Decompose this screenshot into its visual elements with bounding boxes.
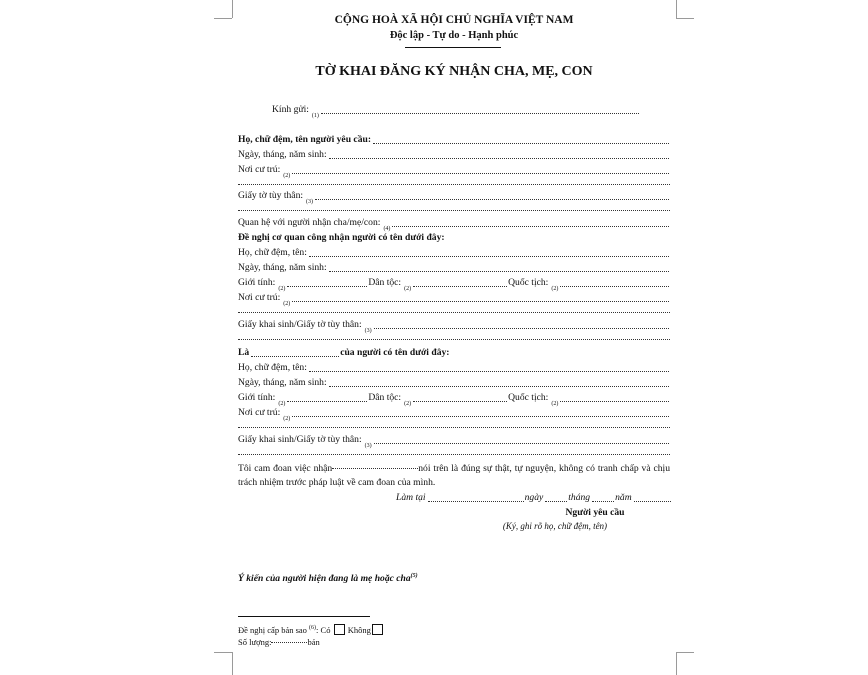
addressee-label: Kính gửi: xyxy=(272,104,309,115)
quantity-row xyxy=(238,637,320,648)
national-header: CỘNG HOÀ XÃ HỘI CHỦ NGHĨA VIỆT NAM xyxy=(334,14,574,26)
person1-demographics-row: Giới tính: (2) Dân tộc: (2) Quốc tịch: (2) xyxy=(238,276,670,289)
person2-nationality-label: Quốc tịch: xyxy=(508,392,549,403)
person1-id-field[interactable] xyxy=(374,328,669,329)
signature-note: (Ký, ghi rõ họ, chữ đệm, tên) xyxy=(502,521,608,531)
relation-label: Quan hệ với người nhận cha/mẹ/con: xyxy=(238,217,381,228)
copy-label: Đề nghị cấp bản sao xyxy=(238,625,307,635)
quantity-field[interactable] xyxy=(271,642,307,643)
person2-heading-suffix: của người có tên dưới đây: xyxy=(340,347,450,358)
no-label: Không xyxy=(347,625,371,635)
addressee-field[interactable] xyxy=(321,113,639,114)
person1-heading: Đề nghị cơ quan công nhận người có tên dưới đây: xyxy=(238,232,445,243)
opinion-label: Ý kiến của người hiện đang là mẹ hoặc cha xyxy=(238,573,411,584)
person1-id-label: Giấy khai sinh/Giấy tờ tùy thân: xyxy=(238,319,362,330)
person1-nationality-field[interactable] xyxy=(560,286,669,287)
crop-mark xyxy=(676,0,677,18)
requester-id-row: Giấy tờ tùy thân: (3) xyxy=(238,189,670,202)
requester-id-label: Giấy tờ tùy thân: xyxy=(238,190,304,201)
opinion-area[interactable] xyxy=(238,588,670,612)
requester-heading: Họ, chữ đệm, tên người yêu cầu: xyxy=(238,134,372,145)
person2-residence-row: Nơi cư trú: (2) xyxy=(238,406,670,419)
person2-id-line2[interactable] xyxy=(238,454,670,455)
opinion-note: (5) xyxy=(410,572,418,579)
requester-name-row xyxy=(238,133,670,146)
place-field[interactable] xyxy=(428,501,524,502)
month-label: tháng xyxy=(568,492,591,503)
signature-area[interactable] xyxy=(480,534,630,564)
person1-dob-row xyxy=(238,261,670,274)
requester-residence-field[interactable] xyxy=(292,173,669,174)
person1-name-label: Họ, chữ đệm, tên: xyxy=(238,247,307,258)
requester-residence-line2[interactable] xyxy=(238,184,670,185)
person2-residence-field[interactable] xyxy=(292,416,669,417)
requester-residence-label: Nơi cư trú: xyxy=(238,164,281,175)
person1-residence-line2[interactable] xyxy=(238,312,670,313)
crop-mark xyxy=(676,18,694,19)
relation-field[interactable] xyxy=(392,226,669,227)
crop-mark xyxy=(232,0,233,18)
person1-residence-row: Nơi cư trú: (2) xyxy=(238,291,670,304)
header-rule xyxy=(405,47,501,48)
person2-residence-line2[interactable] xyxy=(238,427,670,428)
crop-mark xyxy=(676,652,677,675)
opinion-heading xyxy=(238,573,418,584)
no-checkbox[interactable] xyxy=(372,624,383,635)
person1-ethnic-label: Dân tộc: xyxy=(368,277,402,288)
person2-ethnic-field[interactable] xyxy=(413,401,507,402)
place-label: Làm tại xyxy=(396,492,426,503)
person1-nationality-label: Quốc tịch: xyxy=(508,277,549,288)
person1-dob-label: Ngày, tháng, năm sinh: xyxy=(238,262,327,273)
person2-gender-field[interactable] xyxy=(287,401,367,402)
person1-name-row xyxy=(238,246,670,259)
requester-residence-row: Nơi cư trú: (2) xyxy=(238,163,670,176)
crop-mark xyxy=(214,652,232,653)
declaration-part2: nói trên là đúng sự thật, tự nguyện, không có tranh chấp và chịu trách nhiệm trước pháp luật về cam đoan của mình. xyxy=(238,463,671,488)
relation-row: Quan hệ với người nhận cha/mẹ/con: (4) xyxy=(238,216,670,229)
requester-name-field[interactable] xyxy=(373,143,669,144)
requester-id-line2[interactable] xyxy=(238,210,670,211)
person1-heading-row xyxy=(238,231,670,244)
signature-title: Người yêu cầu xyxy=(565,507,625,518)
person2-residence-label: Nơi cư trú: xyxy=(238,407,281,418)
person2-name-field[interactable] xyxy=(309,371,669,372)
month-field[interactable] xyxy=(592,501,614,502)
declaration-paragraph xyxy=(238,462,670,490)
motto: Độc lập - Tự do - Hạnh phúc xyxy=(389,30,519,41)
person2-id-row: Giấy khai sinh/Giấy tờ tùy thân: (3) xyxy=(238,433,670,446)
person1-gender-label: Giới tính: xyxy=(238,277,276,288)
person2-heading-prefix: Là xyxy=(238,347,250,358)
person2-heading-row xyxy=(238,346,670,359)
crop-mark xyxy=(214,18,232,19)
person2-nationality-field[interactable] xyxy=(560,401,669,402)
person2-id-field[interactable] xyxy=(374,443,669,444)
form-title: TỜ KHAI ĐĂNG KÝ NHẬN CHA, MẸ, CON xyxy=(315,64,593,79)
copy-note: (6) xyxy=(309,625,317,632)
person2-demographics-row: Giới tính: (2) Dân tộc: (2) Quốc tịch: (2) xyxy=(238,391,670,404)
person2-name-row xyxy=(238,361,670,374)
person1-id-row: Giấy khai sinh/Giấy tờ tùy thân: (3) xyxy=(238,318,670,331)
person2-dob-label: Ngày, tháng, năm sinh: xyxy=(238,377,327,388)
person2-name-label: Họ, chữ đệm, tên: xyxy=(238,362,307,373)
footnote-rule xyxy=(238,616,370,617)
quantity-label: Số lượng: xyxy=(238,637,272,647)
person1-gender-field[interactable] xyxy=(287,286,367,287)
requester-id-field[interactable] xyxy=(315,199,669,200)
person1-name-field[interactable] xyxy=(309,256,669,257)
copy-request-row xyxy=(238,624,384,636)
relation-type-field[interactable] xyxy=(251,356,339,357)
addressee-row: Kính gửi: (1) xyxy=(272,103,640,116)
person2-gender-label: Giới tính: xyxy=(238,392,276,403)
crop-mark xyxy=(232,652,233,675)
person2-dob-field[interactable] xyxy=(329,386,669,387)
crop-mark xyxy=(676,652,694,653)
person1-residence-label: Nơi cư trú: xyxy=(238,292,281,303)
yes-label: : Có xyxy=(316,625,331,635)
year-field[interactable] xyxy=(634,501,671,502)
day-label: ngày xyxy=(524,492,544,503)
declaration-part1: Tôi cam đoan việc nhận xyxy=(238,463,333,474)
person2-ethnic-label: Dân tộc: xyxy=(368,392,402,403)
day-field[interactable] xyxy=(545,501,567,502)
quantity-unit: bản xyxy=(307,637,320,647)
person1-dob-field[interactable] xyxy=(329,271,669,272)
person1-residence-field[interactable] xyxy=(292,301,669,302)
requester-dob-field[interactable] xyxy=(329,158,669,159)
person1-ethnic-field[interactable] xyxy=(413,286,507,287)
place-date-row xyxy=(396,491,672,504)
person2-id-label: Giấy khai sinh/Giấy tờ tùy thân: xyxy=(238,434,362,445)
yes-checkbox[interactable] xyxy=(334,624,345,635)
person2-dob-row xyxy=(238,376,670,389)
person1-id-line2[interactable] xyxy=(238,339,670,340)
requester-dob-row xyxy=(238,148,670,161)
declaration-relation-field[interactable] xyxy=(332,468,418,469)
year-label: năm xyxy=(615,492,632,503)
requester-dob-label: Ngày, tháng, năm sinh: xyxy=(238,149,327,160)
